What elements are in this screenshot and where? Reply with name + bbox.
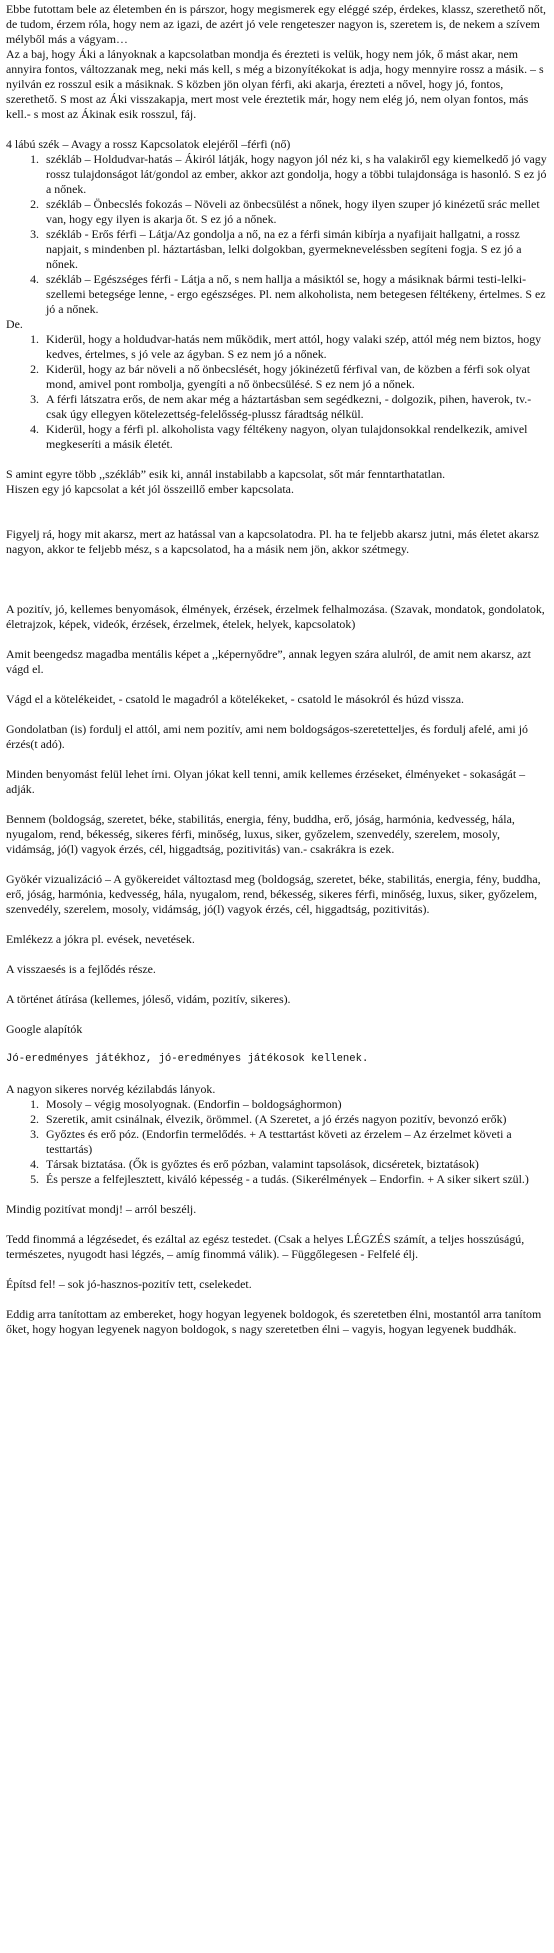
list-item: 3. A férfi látszatra erős, de nem akar még a háztartásban sem segédkezni, - dolgozik, pihen, haverok, tv.- csak úgy ellegyen kötelezettség-felelősség-plussz fáradtság nélkül. [42, 392, 548, 422]
mental-image-paragraph: Amit beengedsz magadba mentális képet a ,,képernyődre”, annak legyen szára alulról, de amit nem akarsz, azt vágd el. [6, 647, 531, 676]
positive-impressions-paragraph: A pozitív, jó, kellemes benyomások, élmények, érzések, érzelmek felhalmozása. (Szavak, mondatok, gondolatok, életrajzok, képek, videók, érzések, érzelmek, ételek, helyek, kapcsolatok) [6, 602, 545, 631]
chair-leg-list [6, 152, 548, 317]
list-item: 3. Győztes és erő póz. (Endorfin termelődés. + A testtartást követi az érzelem – Az érzelmet követi a testtartás) [42, 1127, 548, 1157]
de-list [6, 332, 548, 452]
say-positive-line: Mindig pozitívat mondj! – arról beszélj. [6, 1202, 197, 1216]
de-label: De. [6, 317, 23, 331]
list-item: 1. Kiderül, hogy a holdudvar-hatás nem működik, mert attól, hogy valaki szép, attól még nem biztos, hogy kedves, értelmes, s jó vele az ágyban. S ez nem jó a nőnek. [42, 332, 548, 362]
breathing-paragraph: Tedd finommá a légzésedet, és ezáltal az egész testedet. (Csak a helyes LÉGZÉS számít, a teljes hosszúságú, természetes, nyugodt hasi légzés, – amíg finommá válik). – Függőlegesen - Felfelé élj. [6, 1232, 525, 1261]
list-item: 4. székláb – Egészséges férfi - Látja a nő, s nem hallja a másiktól se, hogy a másiknak bármi testi-lelki-szellemi betegsége lenne, - ergo egészséges. Pl. nem alkoholista, nem betegesen féltékeny, értelmes. S ez jó a nőnek. [42, 272, 548, 317]
overwrite-paragraph: Minden benyomást felül lehet írni. Olyan jókat kell tenni, amik kellemes érzéseket, élményeket - sokaságát – adják. [6, 767, 526, 796]
list-item: 2. Kiderül, hogy az bár növeli a nő önbecslését, hogy jókinézetű férfival van, de közben a férfi sok olyat mond, amivel pont rombolja, gyengíti a nő önbecsülésé. S ez nem jó a nőnek. [42, 362, 548, 392]
list-item: 5. És persze a felfejlesztett, kiváló képesség - a tudás. (Sikerélmények – Endorfin. + A siker sikert szül.) [42, 1172, 548, 1187]
list-item: 2. Szeretik, amit csinálnak, élvezik, örömmel. (A Szeretet, a jó érzés nagyon pozitív, bevonzó erők) [42, 1112, 548, 1127]
buddha-paragraph: Eddig arra tanítottam az embereket, hogy hogyan legyenek boldogok, és szeretetben élni, mostantól arra tanítom őket, hogy hogyan legyenek nagyon boldogok, s nagy szeretetben élni – vagyis, hogyan legyenek buddhák. [6, 1307, 542, 1336]
list-item: 4. Kiderül, hogy a férfi pl. alkoholista vagy féltékeny nagyon, olyan tulajdonsokkal rendelkezik, amivel megkeseríti a másik életét. [42, 422, 548, 452]
turn-away-paragraph: Gondolatban (is) fordulj el attól, ami nem pozitív, ami nem boldogságos-szeretetteljes, és fordulj afelé, ami jó érzés(t adó). [6, 722, 528, 751]
google-founders-line: Google alapítók [6, 1022, 83, 1036]
within-me-paragraph: Bennem (boldogság, szeretet, béke, stabilitás, energia, fény, buddha, erő, jóság, harmónia, kedvesség, hála, nyugalom, rend, békesség, sikeres férfi, minőség, luxus, siker, győzelem, szenvedély, szerelem, mosoly, vidámság, jó(l) vagyok érzés, cél, higgadtság, pozitivitás) van.- csakrákra is ezek. [6, 812, 515, 856]
games-line: Jó-eredményes játékhoz, jó-eredményes játékosok kellenek. [6, 1053, 369, 1065]
norway-list [6, 1097, 548, 1187]
intro-paragraph-1: Ebbe futottam bele az életemben én is párszor, hogy megismerek egy eléggé szép, érdekes, klassz, szerethető nőt, de tudom, érzem róla, hogy nem az igazi, de azért jó vele rengeteszer nagyon is, szeretem is, de nekem a szívem mélyből más a vágyam… [6, 2, 547, 46]
conclusion-line-1: S amint egyre több ,,székláb” esik ki, annál instabilabb a kapcsolat, sőt már fenntarthatatlan. [6, 467, 446, 481]
chair-title: 4 lábú szék – Avagy a rossz Kapcsolatok elejéről –férfi (nő) [6, 137, 291, 151]
list-item: 3. székláb - Erős férfi – Látja/Az gondolja a nő, na ez a férfi simán kibírja a nyafijait hallgatni, a rossz napjait, s mindenben pl. háztartásban, lelki dolgokban, gyermekneveléssben segíteni fogja. S ez jó a nőnek. [42, 227, 548, 272]
list-item: 1. Mosoly – végig mosolyognak. (Endorfin – boldogsághormon) [42, 1097, 548, 1112]
story-rewrite-paragraph: A történet átírása (kellemes, jóleső, vidám, pozitív, sikeres). [6, 992, 291, 1006]
attention-paragraph: Figyelj rá, hogy mit akarsz, mert az hatással van a kapcsolatodra. Pl. ha te feljebb akarsz jutni, más életet akarsz nagyon, akkor te feljebb mész, s a kapcsolatod, ha a másik nem jön, akkor szétmegy. [6, 527, 539, 556]
intro-paragraph-2: Az a baj, hogy Áki a lányoknak a kapcsolatban mondja és érezteti is velük, hogy nem jók, ő mást akar, nem annyira fontos, változzanak meg, neki más kell, s még a bizonyítékokat is adja, hogy mennyire rossz a másik. – s nyilván ez rosszul esik a másiknak. S közben jön olyan férfi, aki akarja, érezteti a nővel, hogy jó, fontos, szerethető. S most az Áki visszakapja, mert most vele éreztetik már, hogy nem elég jó, nem olyan fontos, más kell.- s most az Ákinak esik rosszul, fáj. [6, 47, 544, 121]
conclusion-line-2: Hiszen egy jó kapcsolat a két jól összeillő ember kapcsolata. [6, 482, 294, 496]
cut-ties-paragraph: Vágd el a kötelékeidet, - csatold le magadról a kötelékeket, - csatold le másokról és húzd vissza. [6, 692, 464, 706]
relapse-paragraph: A visszaesés is a fejlődés része. [6, 962, 156, 976]
list-item: 2. székláb – Önbecslés fokozás – Növeli az önbecsülést a nőnek, hogy ilyen szuper jó kinézetű srác mellet van, hogy egy ilyen is akarja őt. S ez jó a nőnek. [42, 197, 548, 227]
remember-good-paragraph: Emlékezz a jókra pl. evések, nevetések. [6, 932, 195, 946]
list-item: 4. Társak biztatása. (Ők is győztes és erő pózban, valamint tapsolások, dicséretek, biztatások) [42, 1157, 548, 1172]
norway-title: A nagyon sikeres norvég kézilabdás lányok. [6, 1082, 216, 1096]
list-item: 1. székláb – Holdudvar-hatás – Ákiról látják, hogy nagyon jól néz ki, s ha valakiről egy kiemelkedő jó vagy rossz tulajdonságot lát/gondol az ember, akkor azt gondolja, hogy a többi tulajdonsága is hasonló. S ez jó a nőnek. [42, 152, 548, 197]
build-up-line: Építsd fel! – sok jó-hasznos-pozitív tett, cselekedet. [6, 1277, 252, 1291]
root-visualization-paragraph: Gyökér vizualizáció – A gyökereidet változtasd meg (boldogság, szeretet, béke, stabilitás, energia, fény, buddha, erő, jóság, harmónia, kedvesség, hála, nyugalom, rend, békesség, sikeres férfi, minőség, luxus, siker, győzelem, szenvedély, szerelem, mosoly, vidámság, jó(l) vagyok érzés, cél, higgadtság, pozitivitás). [6, 872, 541, 916]
